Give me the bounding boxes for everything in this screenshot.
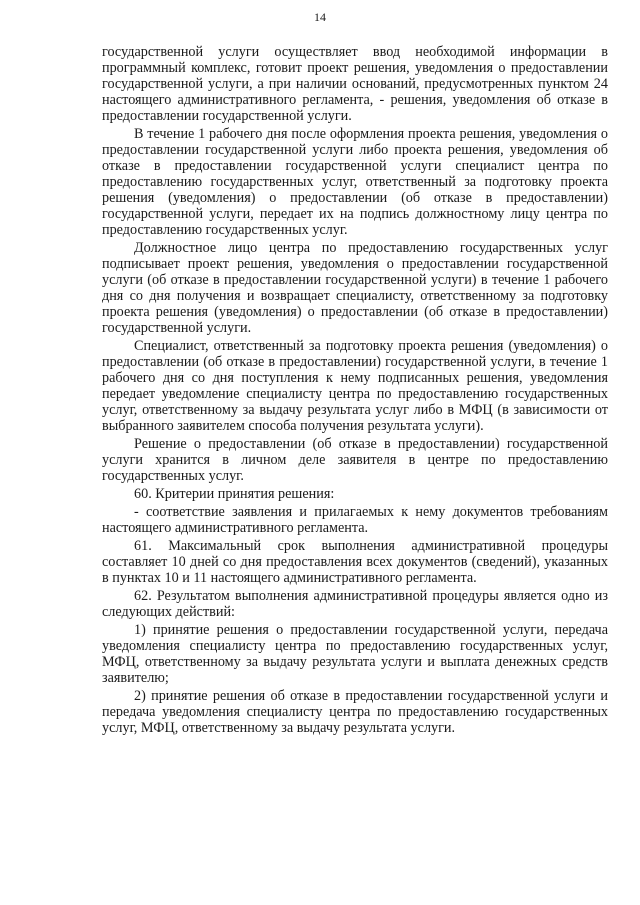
paragraph-official-signs: Должностное лицо центра по предоставлению государственных услуг подписывает проект решения, уведомления о предоставлении государственной услуги (об отказе в предоставлении государственной услуги) в течение 1 рабочего дня со дня получения и возвращает специалисту, ответственному за подготовку проекта решения (уведомления) о предоставлении (об отказе в предоставлении) государственной услуги. — [102, 240, 608, 336]
paragraph-max-duration: 61. Максимальный срок выполнения административной процедуры составляет 10 дней со дня предоставления всех документов (сведений), указанных в пунктах 10 и 11 настоящего административного регламента. — [102, 538, 608, 586]
paragraph-criteria-heading: 60. Критерии принятия решения: — [134, 486, 335, 502]
paragraph-result-item-1: 1) принятие решения о предоставлении государственной услуги, передача уведомления специалисту центра по предоставлению государственных услуг, МФЦ, ответственному за выдачу результата услуги и выплата денежных средств заявителю; — [102, 622, 608, 686]
paragraph-decision-storage: Решение о предоставлении (об отказе в предоставлении) государственной услуги хранится в личном деле заявителя в центре по предоставлению государственных услуг. — [102, 436, 608, 484]
paragraph-continuation: государственной услуги осуществляет ввод необходимой информации в программный комплекс, готовит проект решения, уведомления о предоставлении государственной услуги, а при наличии оснований, предусмотренных пунктом 24 настоящего административного регламента, - решения, уведомления об отказе в предоставлении государственной услуги. — [102, 44, 608, 124]
paragraph-notification-transfer: Специалист, ответственный за подготовку проекта решения (уведомления) о предоставлении (об отказе в предоставлении) государственной услуги, в течение 1 рабочего дня со дня поступления к нему подписанных решения, уведомления передает уведомление специалисту центра по предоставлению государственных услуг, ответственному за выдачу результата услуг либо в МФЦ (в зависимости от выбранного заявителем способа получения результата услуги). — [102, 338, 608, 434]
document-body — [102, 44, 608, 738]
paragraph-criteria-item: - соответствие заявления и прилагаемых к нему документов требованиям настоящего административного регламента. — [102, 504, 608, 536]
paragraph-signature-transfer: В течение 1 рабочего дня после оформления проекта решения, уведомления о предоставлении государственной услуги либо проекта решения, уведомления об отказе в предоставлении государственной услуги специалист центра по предоставлению государственных услуг, ответственный за подготовку проекта решения (уведомления) о предоставлении (об отказе в предоставлении) государственной услуги, передает их на подпись должностному лицу центра по предоставлению государственных услуг. — [102, 126, 608, 238]
page-number: 14 — [314, 10, 326, 24]
paragraph-result-heading: 62. Результатом выполнения административной процедуры является одно из следующих действий: — [102, 588, 608, 620]
paragraph-result-item-2: 2) принятие решения об отказе в предоставлении государственной услуги и передача уведомления специалисту центра по предоставлению государственных услуг, МФЦ, ответственному за выдачу результата услуги. — [102, 688, 608, 736]
